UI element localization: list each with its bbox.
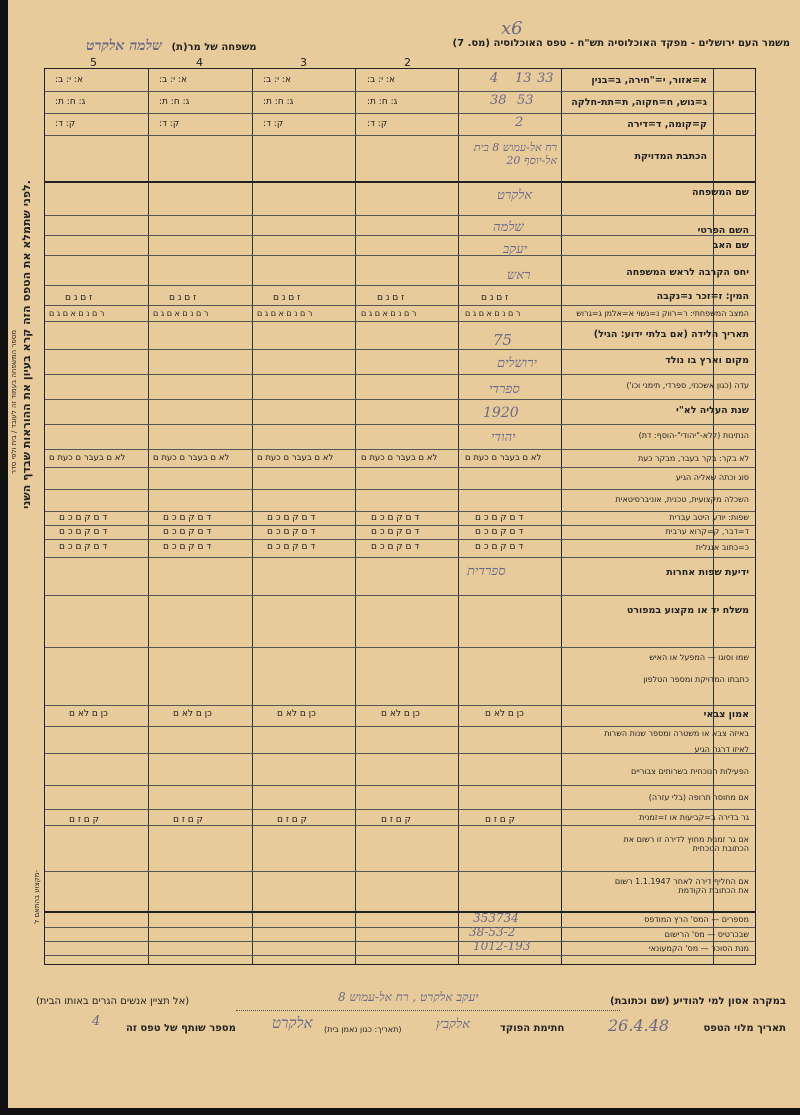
date-value: 26.4.48 xyxy=(608,1016,670,1035)
q8-answer: ראש xyxy=(507,268,531,283)
addr-exact-value: רח אל-עמוש 8 בית אל-יוסף 20 xyxy=(473,141,557,167)
address-opt-row1-c4: א: י: ב: xyxy=(159,75,188,85)
q27-label: באיזה צבא או משטרה ומספר שנות השרות xyxy=(604,729,749,738)
notify-line xyxy=(236,1010,620,1011)
q21-label: כ=כתוב אנגלית xyxy=(695,543,749,552)
q16-opt-c4[interactable]: לא ם בעבר ם כעת ם xyxy=(153,453,230,463)
form-title: משמר העם ירושלים - מפקד האוכלוסיה תש"ח - טפס האוכלוסיה (מס. 7) xyxy=(452,38,790,49)
sheet-number: x6 xyxy=(501,18,523,39)
q23-label: משלח יד או מקצוע במפורט xyxy=(626,605,749,616)
form-grid xyxy=(44,68,756,965)
addr-y-value: 13 xyxy=(515,71,532,86)
addr-k-value: 2 xyxy=(515,115,524,130)
column-number-4: 4 xyxy=(196,56,203,69)
q36-answer: 1012-193 xyxy=(473,939,531,953)
q32-label: אם גר זמנית מחוץ לדירה זו רשום את הכתובת הנוכחית xyxy=(623,835,749,853)
q21-opt-c4[interactable]: ד ם ק ם כ ם xyxy=(163,542,212,552)
addr-a-value: 4 xyxy=(490,71,499,86)
informant-value: אלקרט xyxy=(272,1014,313,1032)
q31-opt-c2[interactable]: ק ם ז ם xyxy=(381,815,412,825)
address-opt-row3-c2: ק: ד: xyxy=(367,119,388,129)
side-note-small: מספר המשפחה בעמוד זה לעובד / בית ולפי סדר xyxy=(10,330,18,474)
q20-opt-c2[interactable]: ד ם ק ם כ ם xyxy=(371,527,420,537)
q9-opt-c3[interactable]: ז ם נ ם xyxy=(273,293,301,303)
q28-label: לאיזו דרגה הגיע xyxy=(694,745,749,754)
address-a-label: א=אזור, י="חירה, ב=בנין xyxy=(591,75,707,86)
address-opt-row1-c2: א: י: ב: xyxy=(367,75,396,85)
q15-label: הנתינות (ללא-"יהודי"-הוסף: דת) xyxy=(638,431,749,440)
q31-opt-c1[interactable]: ק ם ז ם xyxy=(485,815,516,825)
q19-label: שפות: יודע היטב עברית xyxy=(669,513,749,522)
exact-address-label: הכתבת המדויקת xyxy=(634,151,707,162)
q10-opt-c2[interactable]: ר ם נ ם א ם ג ם xyxy=(361,309,417,318)
q12-label: מקום וארץ בו נולד xyxy=(665,355,749,366)
q19-opt-c4[interactable]: ד ם ק ם כ ם xyxy=(163,513,212,523)
q13-label: עדה (כגון אשכנזי, ספרדי, תימני וכו') xyxy=(626,381,749,390)
q19-opt-c5[interactable]: ד ם ק ם כ ם xyxy=(59,513,108,523)
q26-label: אמון צבאי xyxy=(703,709,749,720)
column-number-2: 2 xyxy=(404,56,411,69)
q10-opt-c5[interactable]: ר ם נ ם א ם ג ם xyxy=(49,309,105,318)
q34-label: מספרים — המס' הרץ המודפס xyxy=(644,915,749,924)
q20-opt-c5[interactable]: ד ם ק ם כ ם xyxy=(59,527,108,537)
q7-label: שם האב xyxy=(712,240,749,251)
q29-label: הפעילות הנוכחית בשרותים צבוריים xyxy=(630,767,749,776)
q31-opt-c5[interactable]: ק ם ז ם xyxy=(69,815,100,825)
q9-opt-c5[interactable]: ז ם נ ם xyxy=(65,293,93,303)
q6-label: השם הפרטי xyxy=(697,225,749,236)
address-opt-row2-c4: ג: ח: ת: xyxy=(159,97,190,107)
addr-b-value: 33 xyxy=(537,71,554,86)
q35-label: שבכרטיס — מס' הרישום xyxy=(664,930,749,939)
q35-answer: 38-53-2 xyxy=(469,925,516,939)
family-name: שלמה אלקרט xyxy=(86,38,163,54)
q22-label: ידיעת שפות אחרות xyxy=(666,567,749,578)
q9-opt-c2[interactable]: ז ם נ ם xyxy=(377,293,405,303)
notify-suffix: (אל תציין אנשים הגרים באותו הבית) xyxy=(36,996,190,1007)
address-opt-row1-c3: א: י: ב: xyxy=(263,75,292,85)
q21-opt-c1[interactable]: ד ם ק ם כ ם xyxy=(475,542,524,552)
q19-opt-c2[interactable]: ד ם ק ם כ ם xyxy=(371,513,420,523)
partner-value: 4 xyxy=(92,1014,101,1029)
q16-opt-c5[interactable]: לא ם בעבר ם כעת ם xyxy=(49,453,126,463)
column-number-5: 5 xyxy=(90,56,97,69)
address-opt-row3-c5: ק: ד: xyxy=(55,119,76,129)
address-opt-row1-c5: א: י: ב: xyxy=(55,75,84,85)
informant-label: (תאריך: כגון נאמן בית) xyxy=(324,1025,402,1034)
q16-label: לא בקר: בקר בעבר, מבקר כעת xyxy=(638,454,749,463)
family-label: משפחה של מר(ת) xyxy=(171,42,257,53)
address-opt-row2-c3: ג: ח: ת: xyxy=(263,97,294,107)
family-label-block xyxy=(86,38,257,55)
q31-opt-c3[interactable]: ק ם ז ם xyxy=(277,815,308,825)
q20-opt-c3[interactable]: ד ם ק ם כ ם xyxy=(267,527,316,537)
q8-label: יחס הקרבה לראש המשפחה xyxy=(626,267,749,278)
q17-label: סוג וכתה שאליה הגיע xyxy=(675,473,749,482)
q11-label: תאריך הלידה (אם בלתי ידוע: הגיל) xyxy=(593,329,749,340)
footer-code: מקצוע בהתאם ל- xyxy=(33,870,41,924)
address-k-label: ק=קומה, ד=דירה xyxy=(627,119,707,130)
q21-opt-c2[interactable]: ד ם ק ם כ ם xyxy=(371,542,420,552)
address-g-label: ג=גוש, ח=חקוה, ת=תת-חלקה xyxy=(571,97,707,108)
q26-opt-c5[interactable]: כן ם לא ם xyxy=(69,709,108,719)
q26-opt-c1[interactable]: כן ם לא ם xyxy=(485,709,524,719)
q33-label: אם החליף דירה לאחר 1.1.1947 רשום את הכתובת הקודמת xyxy=(614,877,749,895)
q36-label: מנת הסוכר — מס' הקמעונאי xyxy=(648,944,749,953)
q18-label: השכלה מקצועית, טכנית, אוניברסיטאית xyxy=(615,495,749,504)
q16-opt-c2[interactable]: לא ם בעבר ם כעת ם xyxy=(361,453,438,463)
q12-answer: ירושלים xyxy=(497,356,537,371)
notify-label: במקרה אסון למי להודיע (שם וכתובת) xyxy=(610,996,786,1007)
column-number-3: 3 xyxy=(300,56,307,69)
q14-answer: 1920 xyxy=(483,405,519,421)
q10-opt-c3[interactable]: ר ם נ ם א ם ג ם xyxy=(257,309,313,318)
q6-answer: שלמה xyxy=(493,220,524,235)
q20-opt-c4[interactable]: ד ם ק ם כ ם xyxy=(163,527,212,537)
signature-value: אלקבץ xyxy=(436,1017,470,1032)
q15-answer: יהודי xyxy=(491,430,516,445)
date-label: תאריך מלוי הטפס xyxy=(703,1023,786,1034)
address-opt-row2-c5: ג: ח: ת: xyxy=(55,97,86,107)
q14-label: שנת העליה לא"י xyxy=(676,405,749,416)
q31-label: גר בדירה ב=קביעות או ז=זמנית xyxy=(639,813,749,822)
q31-opt-c4[interactable]: ק ם ז ם xyxy=(173,815,204,825)
q26-opt-c2[interactable]: כן ם לא ם xyxy=(381,709,420,719)
q24-label: שמו וסוגו — המפעל או האיש xyxy=(649,653,749,662)
q19-opt-c1[interactable]: ד ם ק ם כ ם xyxy=(475,513,524,523)
q11-answer: 75 xyxy=(493,331,513,349)
q10-opt-c4[interactable]: ר ם נ ם א ם ג ם xyxy=(153,309,209,318)
side-instruction: לפני שתמלא את הטפס הזה קרא בעיון את ההוראות שבדף השני. xyxy=(20,180,33,509)
signature-label: חתימת הפוקד xyxy=(500,1023,565,1034)
q9-label: המין: ז=זכר נ=נקבה xyxy=(656,291,749,302)
q10-opt-c1[interactable]: ר ם נ ם א ם ג ם xyxy=(465,309,521,318)
census-form-sheet xyxy=(8,0,800,1108)
q34-answer: 353734 xyxy=(473,911,519,925)
q16-opt-c3[interactable]: לא ם בעבר ם כעת ם xyxy=(257,453,334,463)
q21-opt-c5[interactable]: ד ם ק ם כ ם xyxy=(59,542,108,552)
address-opt-row3-c3: ק: ד: xyxy=(263,119,284,129)
q5-label: שם המשפחה xyxy=(691,187,749,198)
address-opt-row3-c4: ק: ד: xyxy=(159,119,180,129)
q9-opt-c4[interactable]: ז ם נ ם xyxy=(169,293,197,303)
addr-g-value: 38 xyxy=(490,93,507,108)
partner-label: מספר שותף של טפס זה xyxy=(126,1023,236,1034)
q21-opt-c3[interactable]: ד ם ק ם כ ם xyxy=(267,542,316,552)
q19-opt-c3[interactable]: ד ם ק ם כ ם xyxy=(267,513,316,523)
q16-opt-c1[interactable]: לא ם בעבר ם כעת ם xyxy=(465,453,542,463)
notify-value: יעקב אלקרט , רח אל-עמוש 8 xyxy=(338,990,479,1004)
q10-label: המצב המשפחתי: ר=רווק נ=נשוי א=אלמן ג=גרוש xyxy=(576,309,749,318)
q5-answer: אלקרט xyxy=(497,188,533,203)
q7-answer: יעקב xyxy=(503,242,527,257)
q9-opt-c1[interactable]: ז ם נ ם xyxy=(481,293,509,303)
q22-answer: ספרדית xyxy=(467,564,506,579)
q30-label: אם מחוסר תרופה (בלי עזרה) xyxy=(648,793,749,802)
q25-label: כתבתו המדויקת ומספר הטלפון xyxy=(643,675,749,684)
q13-answer: ספרדי xyxy=(489,382,520,397)
address-opt-row2-c2: ג: ח: ת: xyxy=(367,97,398,107)
q20-opt-c1[interactable]: ד ם ק ם כ ם xyxy=(475,527,524,537)
addr-h-value: 53 xyxy=(517,93,534,108)
q20-label: ד=דבר, ק=קרוא ערבית xyxy=(665,527,749,536)
q26-opt-c4[interactable]: כן ם לא ם xyxy=(173,709,212,719)
q26-opt-c3[interactable]: כן ם לא ם xyxy=(277,709,316,719)
